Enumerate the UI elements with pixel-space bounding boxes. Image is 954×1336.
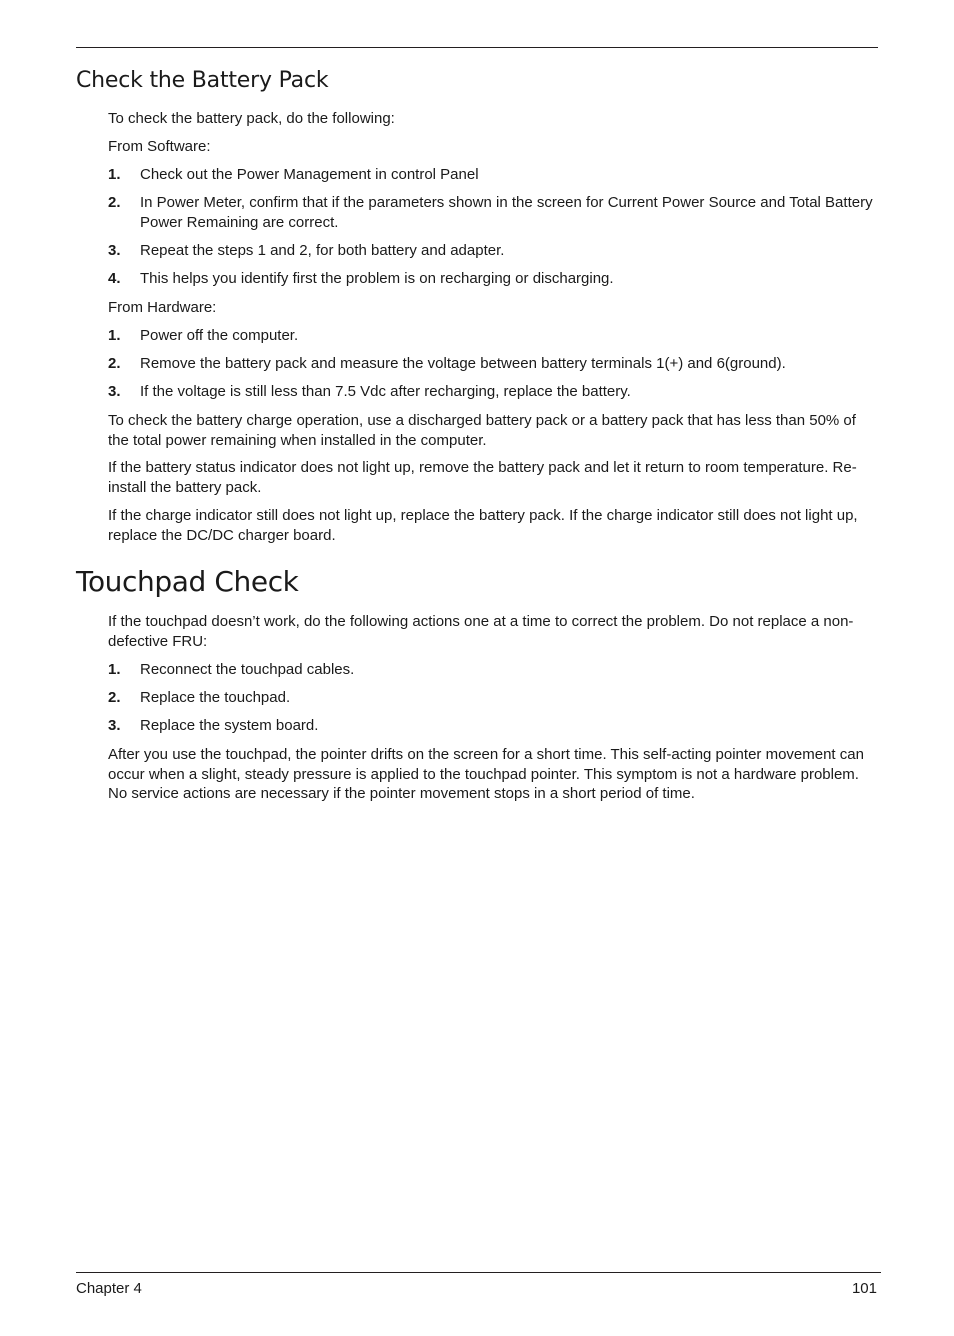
list-item <box>108 241 878 261</box>
list-item-text: Remove the battery pack and measure the voltage between battery terminals 1(+) and 6(ground). <box>140 355 786 372</box>
list-item-text: If the voltage is still less than 7.5 Vdc after recharging, replace the battery. <box>140 383 631 400</box>
footer-rule <box>76 1272 881 1273</box>
battery-section-heading: Check the Battery Pack <box>76 68 329 93</box>
list-item-number: 1. <box>108 661 121 678</box>
list-item-number: 2. <box>108 355 121 372</box>
battery-intro: To check the battery pack, do the following: <box>108 110 395 127</box>
list-item-number: 3. <box>108 242 121 259</box>
battery-status-paragraph: If the battery status indicator does not light up, remove the battery pack and let it return to room temperature. Re-install the battery pack. <box>108 459 857 496</box>
list-item-number: 4. <box>108 270 121 287</box>
list-item-text: In Power Meter, confirm that if the parameters shown in the screen for Current Power Source and Total Battery Power Remaining are correct. <box>140 194 873 231</box>
list-item-number: 1. <box>108 166 121 183</box>
from-hardware-label: From Hardware: <box>108 299 217 316</box>
list-item-text: Repeat the steps 1 and 2, for both battery and adapter. <box>140 242 505 259</box>
footer-page-number: 101 <box>851 1280 877 1297</box>
list-item-number: 2. <box>108 689 121 706</box>
touchpad-section-heading: Touchpad Check <box>76 565 299 598</box>
list-item-text: Power off the computer. <box>140 327 299 344</box>
footer-chapter: Chapter 4 <box>76 1280 142 1297</box>
list-item-number: 3. <box>108 717 121 734</box>
list-item <box>108 716 878 736</box>
list-item <box>108 326 878 346</box>
header-rule <box>76 47 878 48</box>
battery-charge-paragraph: To check the battery charge operation, use a discharged battery pack or a battery pack that has less than 50% of the total power remaining when installed in the computer. <box>108 412 856 449</box>
list-item-text: This helps you identify first the problem is on recharging or discharging. <box>140 270 614 287</box>
list-item-text: Replace the system board. <box>140 717 319 734</box>
list-item <box>108 688 878 708</box>
list-item-text: Replace the touchpad. <box>140 689 291 706</box>
list-item <box>108 354 878 374</box>
list-item <box>108 269 878 289</box>
list-item-number: 2. <box>108 194 121 211</box>
from-software-label: From Software: <box>108 138 211 155</box>
list-item <box>108 382 878 402</box>
charge-indicator-paragraph: If the charge indicator still does not light up, replace the battery pack. If the charge indicator still does not light up, replace the DC/DC charger board. <box>108 507 858 544</box>
list-item-number: 3. <box>108 383 121 400</box>
list-item <box>108 165 878 185</box>
list-item-text: Reconnect the touchpad cables. <box>140 661 355 678</box>
list-item <box>108 193 878 232</box>
pointer-drift-paragraph: After you use the touchpad, the pointer drifts on the screen for a short time. This self-acting pointer movement can occur when a slight, steady pressure is applied to the touchpad pointer. This symptom is not a hardware problem. No service actions are necessary if the pointer movement stops in a short period of time. <box>108 746 864 802</box>
list-item <box>108 660 878 680</box>
list-item-number: 1. <box>108 327 121 344</box>
touchpad-intro: If the touchpad doesn’t work, do the following actions one at a time to correct the problem. Do not replace a non-defective FRU: <box>108 613 854 650</box>
list-item-text: Check out the Power Management in control Panel <box>140 166 479 183</box>
